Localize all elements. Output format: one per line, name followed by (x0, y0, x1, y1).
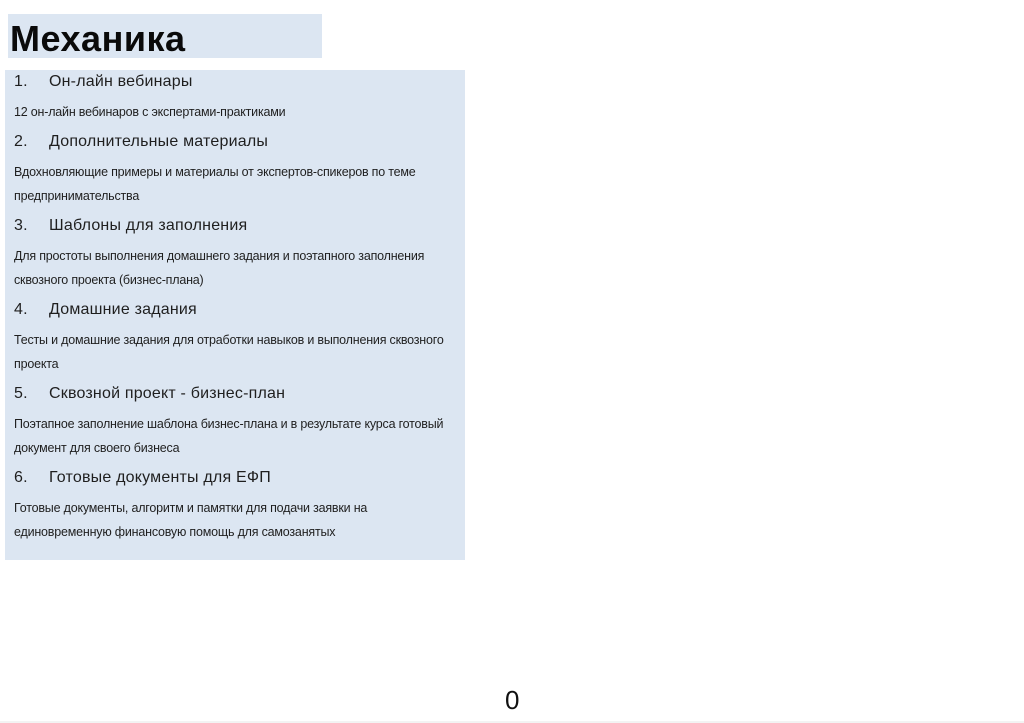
item-heading-text: Он-лайн вебинары (49, 73, 193, 90)
list-item (14, 214, 456, 293)
item-number: 6. (14, 468, 28, 486)
item-description: Для простоты выполнения домашнего задания и поэтапного заполнения сквозного проекта (бизнес-плана) (14, 248, 425, 287)
item-heading (14, 214, 456, 238)
item-heading (14, 130, 456, 154)
list-item (14, 70, 456, 125)
list-item (14, 466, 456, 545)
list-item (14, 382, 456, 461)
item-description: Поэтапное заполнение шаблона бизнес-плана и в результате курса готовый документ для своего бизнеса (14, 416, 444, 455)
item-heading (14, 70, 456, 94)
item-heading-text: Шаблоны для заполнения (49, 216, 248, 234)
item-description: Готовые документы, алгоритм и памятки для подачи заявки на единовременную финансовую помощь для самозанятых (14, 500, 368, 539)
item-heading-text: Готовые документы для ЕФП (49, 468, 271, 486)
item-description: Вдохновляющие примеры и материалы от экспертов-спикеров по теме предпринимательства (14, 164, 416, 203)
item-number: 5. (14, 384, 28, 402)
item-number: 2. (14, 132, 28, 150)
item-description: Тесты и домашние задания для отработки навыков и выполнения сквозного проекта (14, 332, 444, 371)
page-title: Механика (10, 18, 186, 59)
item-heading (14, 298, 456, 322)
item-number: 1. (14, 73, 28, 90)
list-item (14, 130, 456, 209)
item-heading-text: Сквозной проект - бизнес-план (49, 384, 286, 402)
item-number: 4. (14, 300, 28, 318)
item-heading-text: Домашние задания (49, 300, 197, 318)
item-heading (14, 466, 456, 490)
item-description: 12 он-лайн вебинаров с экспертами-практиками (14, 105, 286, 119)
item-heading-text: Дополнительные материалы (49, 132, 269, 150)
mechanics-list-panel (5, 70, 465, 560)
item-number: 3. (14, 216, 28, 234)
item-heading (14, 382, 456, 406)
list-item (14, 298, 456, 377)
page-number: 0 (505, 685, 520, 715)
